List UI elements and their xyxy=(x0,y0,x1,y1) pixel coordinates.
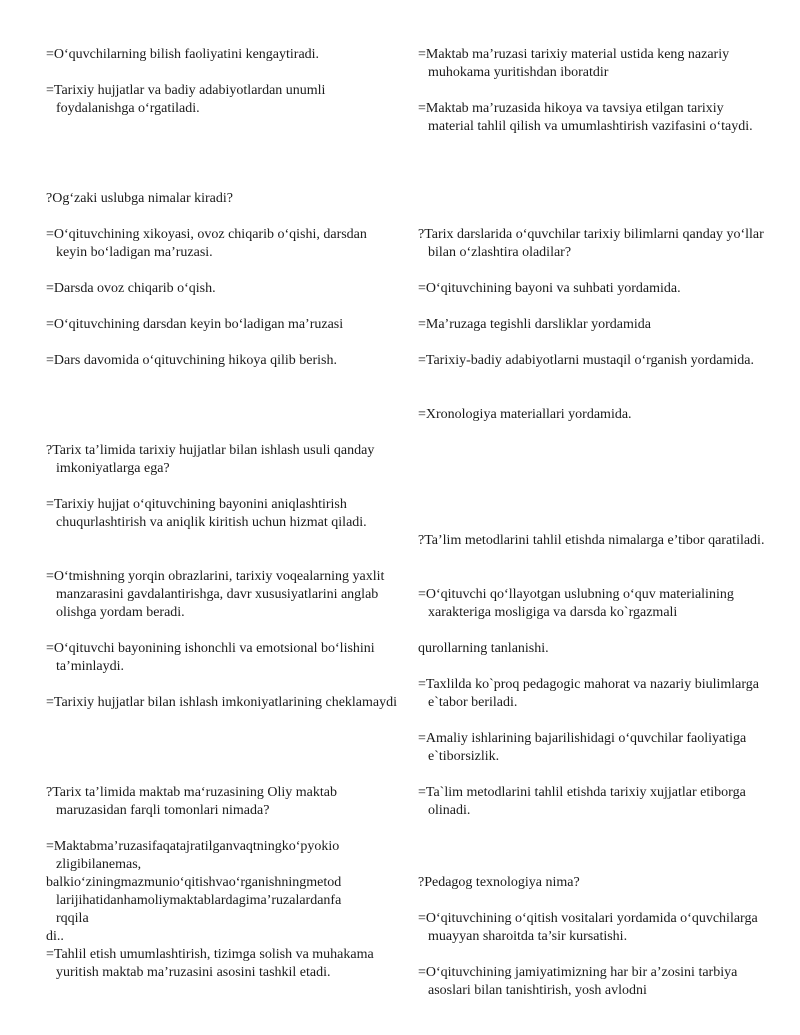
question: ?Ta’lim metodlarini tahlil etishda nimalarga e’tibor qaratiladi. xyxy=(418,533,765,548)
answer-option: =Tarixiy-badiy adabiyotlarni mustaqil o‘rganish yordamida. xyxy=(418,353,754,368)
answer-option-continuation: larijihatidanhamoliymaktablardagima’ruzalardanfa xyxy=(56,893,342,908)
answer-option: =Darsda ovoz chiqarib o‘qish. xyxy=(46,281,216,296)
answer-option: =Xronologiya materiallari yordamida. xyxy=(418,407,632,422)
answer-option: =O‘qituvchi bayonining ishonchli va emotsional bo‘lishini ta’minlaydi. xyxy=(46,641,375,674)
answer-option: =Maktab ma’ruzasi tarixiy material ustida keng nazariy muhokama yuritishdan iboratdir xyxy=(418,47,730,80)
answer-option: =O‘qituvchining jamiyatimizning har bir a’zosini tarbiya asoslari bilan tanishtirish, yosh avlodni xyxy=(418,965,738,998)
answer-option: =O‘qituvchining bayoni va suhbati yordamida. xyxy=(418,281,681,296)
answer-option: =Tarixiy hujjat o‘qituvchining bayonini aniqlashtirish chuqurlashtirish va aniqlik kiritish uchun hizmat qiladi. xyxy=(46,497,367,530)
answer-option: =Ta`lim metodlarini tahlil etishda tarixiy xujjatlar etiborga olinadi. xyxy=(418,785,746,818)
answer-option-continuation: zligibilanemas, xyxy=(56,857,142,872)
question: ?Tarix darslarida o‘quvchilar tarixiy bilimlarni qanday yo‘llar bilan o‘zlashtira oladilar? xyxy=(418,227,764,260)
answer-option: =Tarixiy hujjatlar bilan ishlash imkoniyatlarining cheklamaydi xyxy=(46,695,397,710)
answer-option: =Maktabma’ruzasifaqatajratilganvaqtningko‘pyokio xyxy=(46,839,340,854)
question: ?Pedagog texnologiya nima? xyxy=(418,875,580,890)
answer-option: =O‘qituvchining o‘qitish vositalari yordamida o‘quvchilarga muayyan sharoitda ta’sir kursatishi. xyxy=(418,911,758,944)
answer-option: =O‘quvchilarning bilish faoliyatini kengaytiradi. xyxy=(46,47,320,62)
answer-option-continuation: di.. xyxy=(46,929,64,944)
question: ?Tarix ta’limida maktab ma‘ruzasining Oliy maktab maruzasidan farqli tomonlari nimada? xyxy=(46,785,337,818)
answer-option: =Tarixiy hujjatlar va badiy adabiyotlardan unumli foydalanishga o‘rgatiladi. xyxy=(46,83,326,116)
question: ?Og‘zaki uslubga nimalar kiradi? xyxy=(46,191,233,206)
answer-option-continuation: qurollarning tanlanishi. xyxy=(418,641,549,656)
answer-option-continuation: balkio‘ziningmazmunio‘qitishvao‘rganishningmetod xyxy=(46,875,342,890)
answer-option-continuation: rqqila xyxy=(56,911,89,926)
answer-option: =Taxlilda ko`proq pedagogic mahorat va nazariy biulimlarga e`tabor beriladi. xyxy=(418,677,759,710)
answer-option: =O‘qituvchining xikoyasi, ovoz chiqarib o‘qishi, darsdan keyin bo‘ladigan ma’ruzasi. xyxy=(46,227,367,260)
answer-option: =Ma’ruzaga tegishli darsliklar yordamida xyxy=(418,317,651,332)
answer-option: =Maktab ma’ruzasida hikoya va tavsiya etilgan tarixiy material tahlil qilish va umumlashtirish vazifasini o‘taydi. xyxy=(418,101,753,134)
answer-option: =O‘qituvchi qo‘llayotgan uslubning o‘quv materialining xarakteriga mosligiga va darsda ko`rgazmali xyxy=(418,587,734,620)
answer-option: =Amaliy ishlarining bajarilishidagi o‘quvchilar faoliyatiga e`tiborsizlik. xyxy=(418,731,747,764)
answer-option: =O‘tmishning yorqin obrazlarini, tarixiy voqealarning yaxlit manzarasini gavdalantirishga, davr xususiyatlarini anglab olishga yordam beradi. xyxy=(46,569,385,620)
answer-option: =O‘qituvchining darsdan keyin bo‘ladigan ma’ruzasi xyxy=(46,317,344,332)
question: ?Tarix ta’limida tarixiy hujjatlar bilan ishlash usuli qanday imkoniyatlarga ega? xyxy=(46,443,375,476)
answer-option: =Dars davomida o‘qituvchining hikoya qilib berish. xyxy=(46,353,337,368)
answer-option: =Tahlil etish umumlashtirish, tizimga solish va muhakama yuritish maktab ma’ruzasini asosini tashkil etadi. xyxy=(46,947,374,980)
